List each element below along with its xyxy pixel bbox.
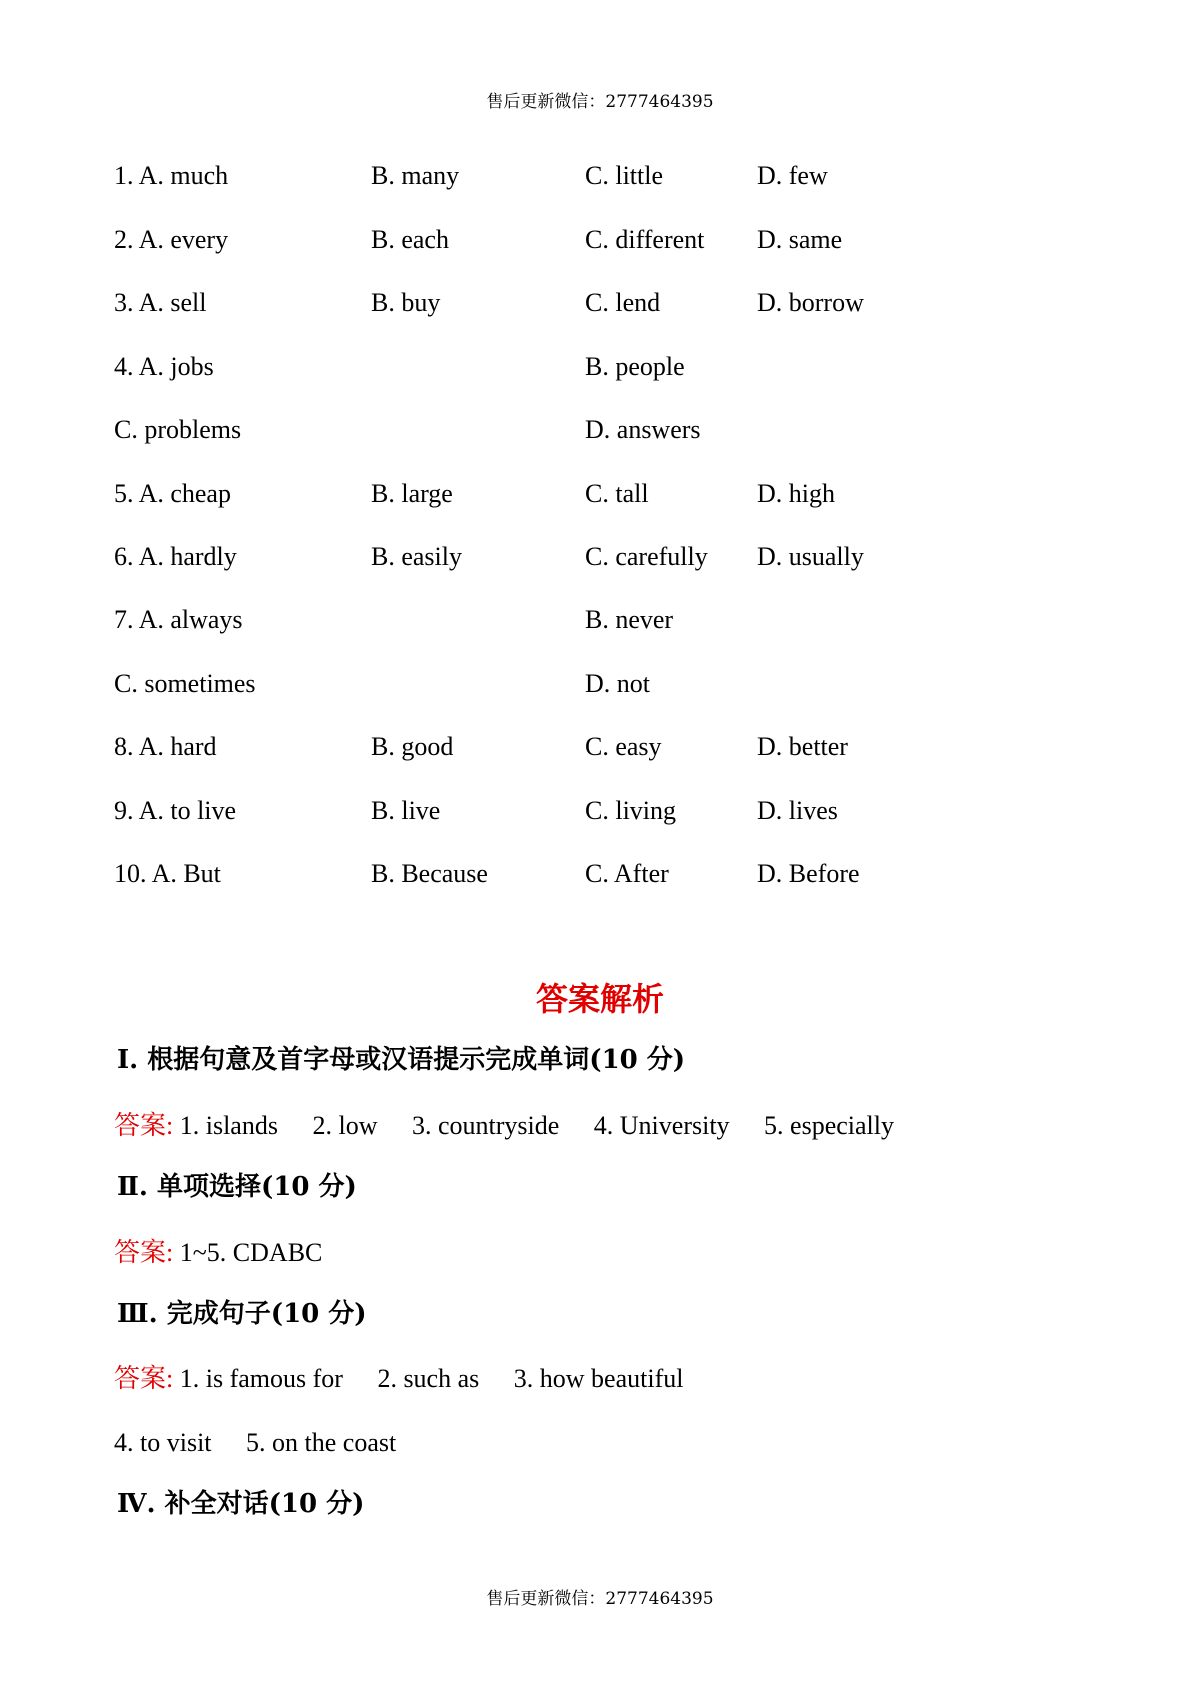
page-header: 售后更新微信：2777464395	[486, 92, 714, 112]
q6-option-c: C. carefully	[585, 542, 708, 571]
q5-option-d: D. high	[757, 479, 835, 508]
q8-option-c: C. easy	[585, 732, 662, 761]
q10-option-b: B. Because	[371, 859, 488, 888]
answer-analysis-title: 答案解析	[535, 980, 664, 1018]
q6-option-a: 6. A. hardly	[114, 542, 237, 571]
q5-option-a: 5. A. cheap	[114, 479, 231, 508]
q3-option-a: 3. A. sell	[114, 288, 207, 317]
q5-option-b: B. large	[371, 479, 453, 508]
answer-label: 答案:	[114, 1364, 174, 1393]
section-2-heading: Ⅱ. 单项选择(10 分)	[117, 1172, 357, 1202]
answer-item: 4. to visit	[114, 1428, 212, 1457]
q2-option-c: C. different	[585, 225, 705, 254]
answer-item: 1~5. CDABC	[179, 1238, 323, 1267]
q9-option-d: D. lives	[757, 796, 838, 825]
q8-option-d: D. better	[757, 732, 848, 761]
q1-option-a: 1. A. much	[114, 161, 229, 190]
q1-option-c: C. little	[585, 161, 663, 190]
answer-label: 答案:	[114, 1238, 174, 1267]
q10-option-a: 10. A. But	[114, 859, 221, 888]
answer-item: 3. countryside	[411, 1111, 560, 1140]
q4-option-b: B. people	[585, 352, 685, 381]
q4-option-d: D. answers	[585, 415, 701, 444]
q6-option-b: B. easily	[371, 542, 462, 571]
answer-item: 3. how beautiful	[513, 1364, 684, 1393]
section-3-heading: Ⅲ. 完成句子(10 分)	[117, 1299, 367, 1329]
q2-option-b: B. each	[371, 225, 449, 254]
answer-item: 5. on the coast	[246, 1428, 397, 1457]
q7-option-c: C. sometimes	[114, 669, 256, 698]
q2-option-a: 2. A. every	[114, 225, 229, 254]
q1-option-d: D. few	[757, 161, 828, 190]
q3-option-b: B. buy	[371, 288, 441, 317]
q7-option-b: B. never	[585, 605, 674, 634]
q9-option-a: 9. A. to live	[114, 796, 237, 825]
q2-option-d: D. same	[757, 225, 843, 254]
page-footer: 售后更新微信：2777464395	[486, 1589, 714, 1609]
section-3-answers-line2	[114, 1430, 424, 1456]
q4-option-c: C. problems	[114, 415, 242, 444]
section-1-heading: Ⅰ. 根据句意及首字母或汉语提示完成单词(10 分)	[117, 1045, 686, 1075]
section-1-answers	[114, 1113, 922, 1139]
answer-item: 5. especially	[764, 1111, 894, 1140]
q9-option-c: C. living	[585, 796, 677, 825]
answer-item: 1. is famous for	[179, 1364, 343, 1393]
q7-option-d: D. not	[585, 669, 650, 698]
section-4-heading: Ⅳ. 补全对话(10 分)	[117, 1489, 365, 1519]
answer-item: 4. University	[593, 1111, 730, 1140]
q10-option-c: C. After	[585, 859, 669, 888]
q8-option-a: 8. A. hard	[114, 732, 217, 761]
q3-option-d: D. borrow	[757, 288, 864, 317]
q9-option-b: B. live	[371, 796, 441, 825]
answer-item: 1. islands	[179, 1111, 278, 1140]
q5-option-c: C. tall	[585, 479, 649, 508]
q6-option-d: D. usually	[757, 542, 864, 571]
q1-option-b: B. many	[371, 161, 460, 190]
q3-option-c: C. lend	[585, 288, 661, 317]
section-3-answers	[114, 1366, 711, 1392]
q8-option-b: B. good	[371, 732, 454, 761]
q7-option-a: 7. A. always	[114, 605, 243, 634]
section-2-answers	[114, 1240, 350, 1266]
answer-item: 2. low	[312, 1111, 378, 1140]
q4-option-a: 4. A. jobs	[114, 352, 214, 381]
q10-option-d: D. Before	[757, 859, 860, 888]
answer-item: 2. such as	[377, 1364, 480, 1393]
answer-label: 答案:	[114, 1111, 174, 1140]
